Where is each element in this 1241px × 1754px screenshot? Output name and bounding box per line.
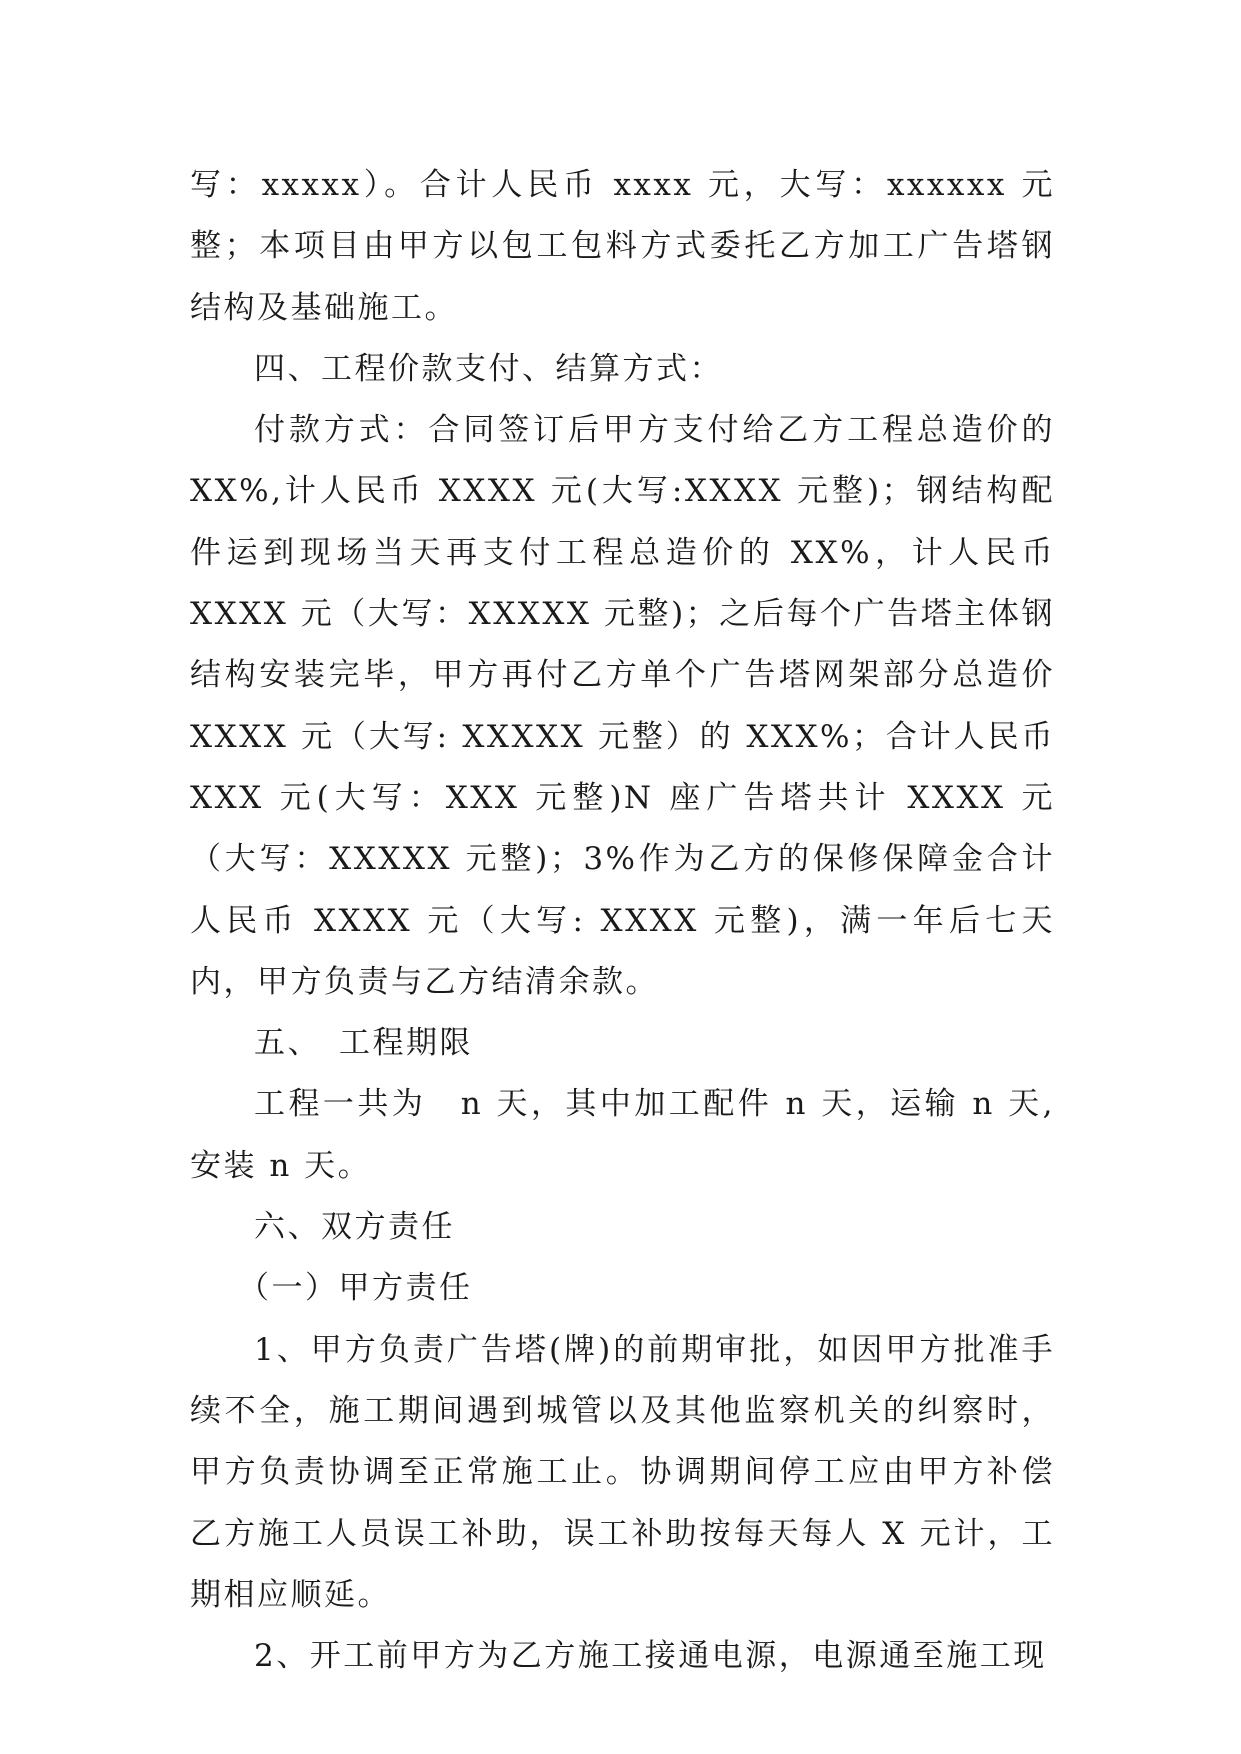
document-body bbox=[190, 155, 1055, 1687]
paragraph-party-a-duty-1: 1、甲方负责广告塔(牌)的前期审批，如因甲方批准手续不全，施工期间遇到城管以及其他监察机关的纠察时，甲方负责协调至正常施工止。协调期间停工应由甲方补偿乙方施工人员误工补助，误工补助按每天每人 X 元计，工期相应顺延。 bbox=[190, 1331, 1055, 1613]
section-heading-responsibilities: 六、双方责任 bbox=[254, 1209, 455, 1246]
section-heading-duration: 五、 工程期限 bbox=[254, 1025, 473, 1062]
subsection-heading-party-a: （一）甲方责任 bbox=[238, 1270, 473, 1307]
paragraph-amount-continued: 写：xxxxx）。合计人民币 xxxx 元，大写：xxxxxx 元整；本项目由甲方以包工包料方式委托乙方加工广告塔钢结构及基础施工。 bbox=[190, 167, 1055, 326]
paragraph-party-a-duty-2: 2、开工前甲方为乙方施工接通电源，电源通至施工现 bbox=[254, 1638, 1047, 1675]
paragraph-duration: 工程一共为 n 天，其中加工配件 n 天，运输 n 天,安装 n 天。 bbox=[190, 1086, 1055, 1184]
section-heading-payment: 四、工程价款支付、结算方式： bbox=[254, 350, 723, 387]
paragraph-payment-terms: 付款方式：合同签订后甲方支付给乙方工程总造价的XX%,计人民币 XXXX 元(大写:XXXX 元整)；钢结构配件运到现场当天再支付工程总造价的 XX%，计人民币 XXXX 元（大写：XXXXX 元整)；之后每个广告塔主体钢结构安装完毕，甲方再付乙方单个广告塔网架部分总造价 XXXX 元（大写: XXXXX 元整）的 XXX%；合计人民币 XXX 元(大写：XXX 元整)N 座广告塔共计 XXXX 元（大写：XXXXX 元整)；3%作为乙方的保修保障金合计人民币 XXXX 元（大写: XXXX 元整)，满一年后七天内，甲方负责与乙方结清余款。 bbox=[190, 412, 1055, 1000]
